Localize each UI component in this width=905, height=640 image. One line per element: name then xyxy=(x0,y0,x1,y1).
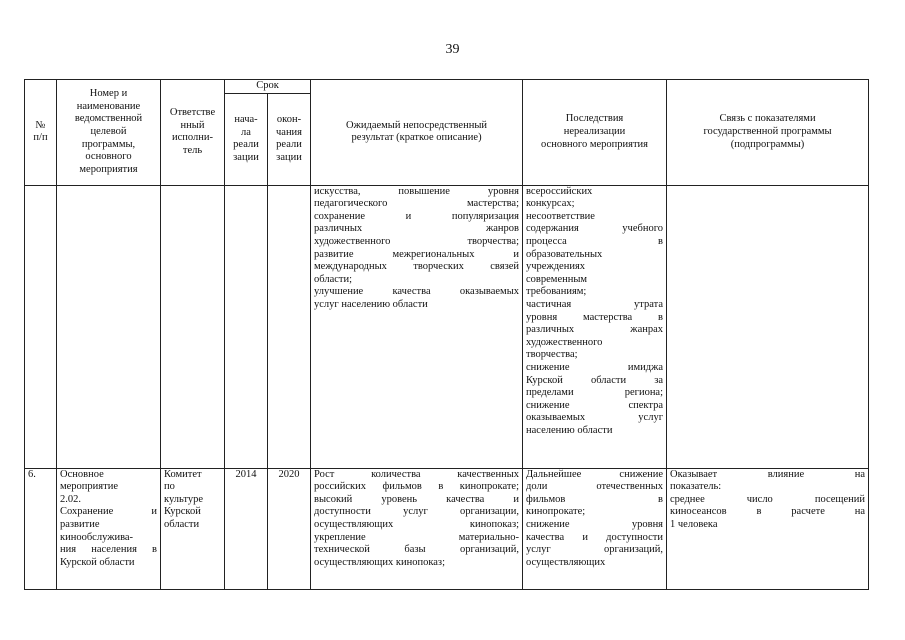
header-result: Ожидаемый непосредственный результат (краткое описание) xyxy=(311,80,523,186)
cell-consequences xyxy=(523,185,667,468)
text-line: технической базы организаций, xyxy=(314,544,520,556)
text-line: требованиям; xyxy=(526,286,587,298)
cell-start: 2014 xyxy=(225,468,268,589)
text-line: укрепление материально- xyxy=(314,531,520,543)
text-line: области; xyxy=(314,273,353,285)
cell-num xyxy=(25,185,57,468)
text-line: частичная утрата xyxy=(526,298,664,310)
header-consequences: Последствия нереализации основного мероприятия xyxy=(523,80,667,186)
text-line: среднее число посещений xyxy=(670,493,866,505)
cell-executor xyxy=(161,185,225,468)
text-line: современным xyxy=(526,273,588,285)
text-line: конкурсах; xyxy=(526,198,575,210)
text-line: различных жанров xyxy=(314,223,520,235)
cell-result xyxy=(311,468,523,589)
text-line: всероссийских xyxy=(526,185,593,197)
header-name: Номер и наименование ведомственной целевой программы, основного мероприятия xyxy=(57,80,161,186)
text-line: Курской области за xyxy=(526,374,664,386)
text-line: качества и доступности xyxy=(526,531,664,543)
text-line: Основное xyxy=(60,468,104,480)
table-header xyxy=(25,80,869,186)
text-line: кинопрокате; xyxy=(526,506,586,518)
text-line: творчества; xyxy=(526,349,578,361)
text-line: Дальнейшее снижение xyxy=(526,468,664,480)
text-line: содержания учебного xyxy=(526,223,664,235)
text-line: доли отечественных xyxy=(526,481,664,493)
header-term-end: окон- чания реали зации xyxy=(268,93,311,185)
cell-name xyxy=(57,468,161,589)
text-line: области xyxy=(164,518,200,530)
header-term: Срок xyxy=(225,80,311,94)
cell-end: 2020 xyxy=(268,468,311,589)
header-term-start: нача- ла реали зации xyxy=(225,93,268,185)
text-line: культуре xyxy=(164,493,203,505)
text-line: международных творческих связей xyxy=(314,261,520,273)
text-line: доступности услуг организации, xyxy=(314,506,520,518)
cell-name xyxy=(57,185,161,468)
text-line: услуг населению области xyxy=(314,298,428,310)
text-line: оказываемых услуг xyxy=(526,412,664,424)
cell-result xyxy=(311,185,523,468)
text-line: высокий уровень качества и xyxy=(314,493,520,505)
text-line: различных жанрах xyxy=(526,324,664,336)
text-line: осуществляющих xyxy=(526,556,606,568)
text-line: Рост количества качественных xyxy=(314,468,520,480)
text-line: услуг организаций, xyxy=(526,544,664,556)
text-line: учреждениях xyxy=(526,261,586,273)
text-line: пределами региона; xyxy=(526,387,664,399)
header-executor: Ответстве нный исполни- тель xyxy=(161,80,225,186)
text-line: Сохранение и xyxy=(60,506,157,518)
text-line: сохранение и популяризация xyxy=(314,210,520,222)
text-line: Оказывает влияние на xyxy=(670,468,866,480)
text-line: педагогического мастерства; xyxy=(314,198,520,210)
text-line: населению области xyxy=(526,424,613,436)
text-line: образовательных xyxy=(526,248,603,260)
text-line: мероприятие xyxy=(60,481,118,493)
text-line: Курской xyxy=(164,506,201,518)
text-line: осуществляющих кинопоказ; xyxy=(314,518,520,530)
text-line: осуществляющих кинопоказ; xyxy=(314,556,445,568)
text-line: процесса в xyxy=(526,235,664,247)
cell-num: 6. xyxy=(25,468,57,589)
text-line: несоответствие xyxy=(526,210,595,222)
text-line: Курской области xyxy=(60,556,135,568)
text-line: уровня мастерства в xyxy=(526,311,664,323)
text-line: снижение уровня xyxy=(526,518,664,530)
header-num: № п/п xyxy=(25,80,57,186)
text-line: 2.02. xyxy=(60,493,81,505)
text-line: снижение спектра xyxy=(526,399,664,411)
text-line: художественного творчества; xyxy=(314,235,520,247)
text-line: художественного xyxy=(526,336,603,348)
table-row xyxy=(25,468,869,589)
text-line: показатель: xyxy=(670,481,722,493)
text-line: по xyxy=(164,481,175,493)
text-line: искусства, повышение уровня xyxy=(314,185,520,197)
cell-end xyxy=(268,185,311,468)
cell-link xyxy=(667,468,869,589)
text-line: кинообслужива- xyxy=(60,531,134,543)
page-number: 39 xyxy=(445,42,460,57)
text-line: Комитет xyxy=(164,468,202,480)
text-line: развитие xyxy=(60,518,100,530)
text-line: ния населения в xyxy=(60,544,157,556)
cell-consequences xyxy=(523,468,667,589)
cell-link xyxy=(667,185,869,468)
text-line: фильмов в xyxy=(526,493,664,505)
cell-start xyxy=(225,185,268,468)
text-line: 1 человека xyxy=(670,518,718,530)
header-link: Связь с показателями государственной программы (подпрограммы) xyxy=(667,80,869,186)
cell-executor xyxy=(161,468,225,589)
table-row xyxy=(25,185,869,468)
text-line: российских фильмов в кинопрокате; xyxy=(314,481,520,493)
plan-table xyxy=(24,79,869,590)
text-line: улучшение качества оказываемых xyxy=(314,286,520,298)
text-line: развитие межрегиональных и xyxy=(314,248,520,260)
text-line: киносеансов в расчете на xyxy=(670,506,866,518)
text-line: снижение имиджа xyxy=(526,361,664,373)
